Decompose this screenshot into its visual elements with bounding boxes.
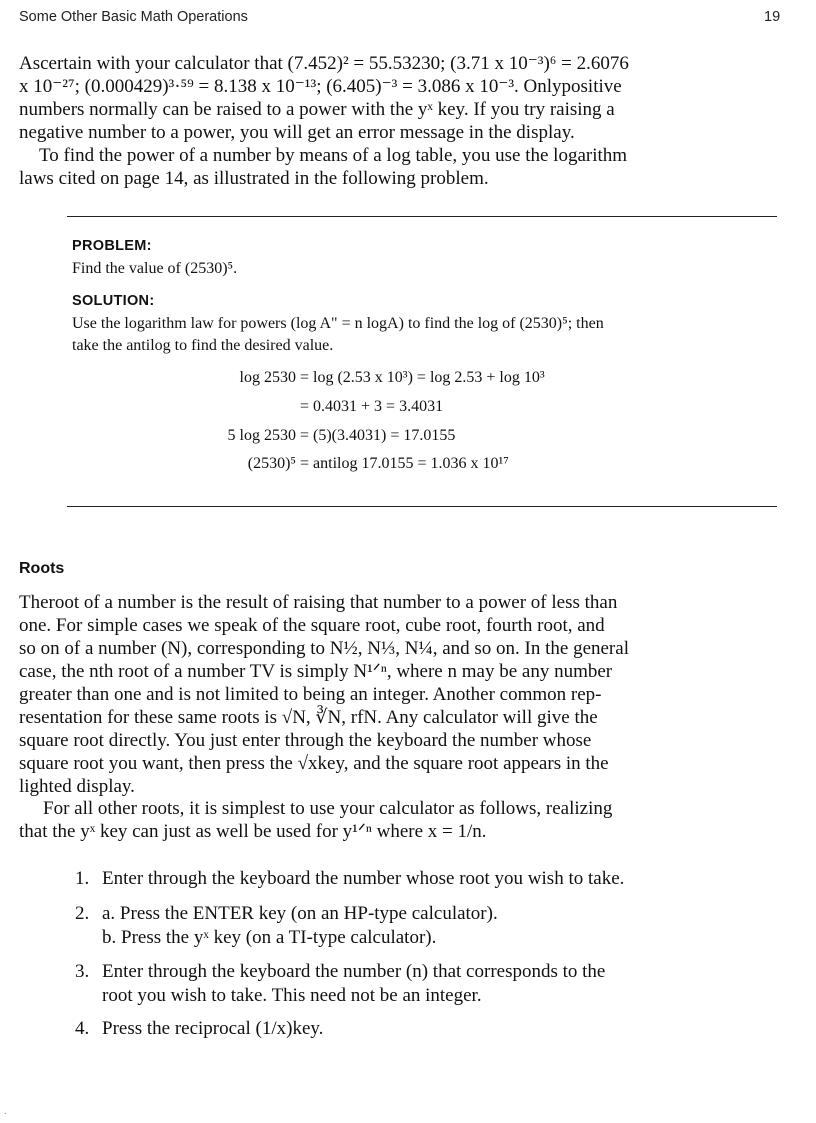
intro-p1-line: x 10⁻²⁷; (0.000429)³·⁵⁹ = 8.138 x 10⁻¹³; (6.405)⁻³ = 3.086 x 10⁻³. Onlypositive <box>19 76 622 97</box>
step-number: 1. <box>75 868 90 889</box>
intro-p2-line: To find the power of a number by means of a log table, you use the logarithm <box>39 145 628 166</box>
log-equations <box>0 369 816 479</box>
roots-p1-line: resentation for these same roots is √N, ∛N, rfN. Any calculator will give the <box>19 707 598 728</box>
equation-lhs: (2530)⁵ <box>247 455 296 472</box>
roots-p1-line: Theroot of a number is the result of raising that number to a power of less than <box>19 592 618 613</box>
intro-paragraph-1 <box>19 52 799 144</box>
intro-p1-line: negative number to a power, you will get an error message in the display. <box>19 122 575 143</box>
roots-paragraph-1 <box>19 591 799 798</box>
step-text: Enter through the keyboard the number whose root you wish to take. <box>102 868 625 889</box>
problem-label: PROBLEM: <box>72 238 152 254</box>
solution-line: take the antilog to find the desired value. <box>72 337 334 354</box>
equation-rhs: = 0.4031 + 3 = 3.4031 <box>300 398 444 415</box>
step-item <box>75 867 625 891</box>
step-text: Press the reciprocal (1/x)key. <box>102 1018 324 1039</box>
footer-mark: . <box>4 1106 7 1117</box>
step-text: b. Press the yˣ key (on a TI-type calculator). <box>102 927 437 948</box>
roots-p2-line: For all other roots, it is simplest to use your calculator as follows, realizing <box>43 798 613 819</box>
intro-p1-line: Ascertain with your calculator that (7.452)² = 55.53230; (3.71 x 10⁻³)⁶ = 2.6076 <box>19 53 629 74</box>
equation-rhs: = antilog 17.0155 = 1.036 x 10¹⁷ <box>300 455 509 472</box>
equation-row <box>0 398 816 420</box>
solution-line: Use the logarithm law for powers (log A" = n logA) to find the log of (2530)⁵; then <box>72 315 604 332</box>
step-number: 4. <box>75 1018 90 1039</box>
equation-row <box>0 455 816 477</box>
intro-p1-line: numbers normally can be raised to a power with the yˣ key. If you try raising a <box>19 99 615 120</box>
equation-lhs: log 2530 <box>239 369 296 386</box>
roots-p1-line: lighted display. <box>19 776 135 797</box>
step-number: 3. <box>75 961 90 982</box>
roots-p1-line: square root you want, then press the √xkey, and the square root appears in the <box>19 753 609 774</box>
step-text: root you wish to take. This need not be an integer. <box>102 985 482 1006</box>
equation-rhs: = (5)(3.4031) = 17.0155 <box>300 427 456 444</box>
page-number: 19 <box>764 9 781 25</box>
box-top-rule <box>67 216 777 217</box>
step-number: 2. <box>75 903 90 924</box>
step-item <box>75 1017 324 1041</box>
equation-lhs: 5 log 2530 <box>227 427 296 444</box>
step-item <box>75 960 606 1010</box>
roots-p1-line: one. For simple cases we speak of the square root, cube root, fourth root, and <box>19 615 605 636</box>
solution-text <box>72 313 604 357</box>
running-header-title: Some Other Basic Math Operations <box>19 9 248 25</box>
roots-paragraph-2 <box>19 797 799 843</box>
intro-paragraph-2 <box>19 144 799 190</box>
equation-rhs: = log (2.53 x 10³) = log 2.53 + log 10³ <box>300 369 545 386</box>
equation-row <box>0 427 816 449</box>
roots-p2-line: that the yˣ key can just as well be used for y¹ᐟⁿ where x = 1/n. <box>19 821 487 842</box>
roots-p1-line: greater than one and is not limited to being an integer. Another common rep- <box>19 684 602 705</box>
step-item <box>75 902 498 952</box>
problem-text: Find the value of (2530)⁵. <box>72 260 238 277</box>
roots-p1-line: so on of a number (N), corresponding to N½, N⅓, N¼, and so on. In the general <box>19 638 629 659</box>
roots-p1-line: square root directly. You just enter through the keyboard the number whose <box>19 730 592 751</box>
roots-p1-line: case, the nth root of a number TV is simply N¹ᐟⁿ, where n may be any number <box>19 661 613 682</box>
intro-p2-line: laws cited on page 14, as illustrated in the following problem. <box>19 168 489 189</box>
section-heading-roots: Roots <box>19 560 65 577</box>
equation-row <box>0 369 816 391</box>
solution-label: SOLUTION: <box>72 293 155 309</box>
box-bottom-rule <box>67 506 777 507</box>
step-text: a. Press the ENTER key (on an HP-type calculator). <box>102 903 498 924</box>
step-text: Enter through the keyboard the number (n) that corresponds to the <box>102 961 606 982</box>
